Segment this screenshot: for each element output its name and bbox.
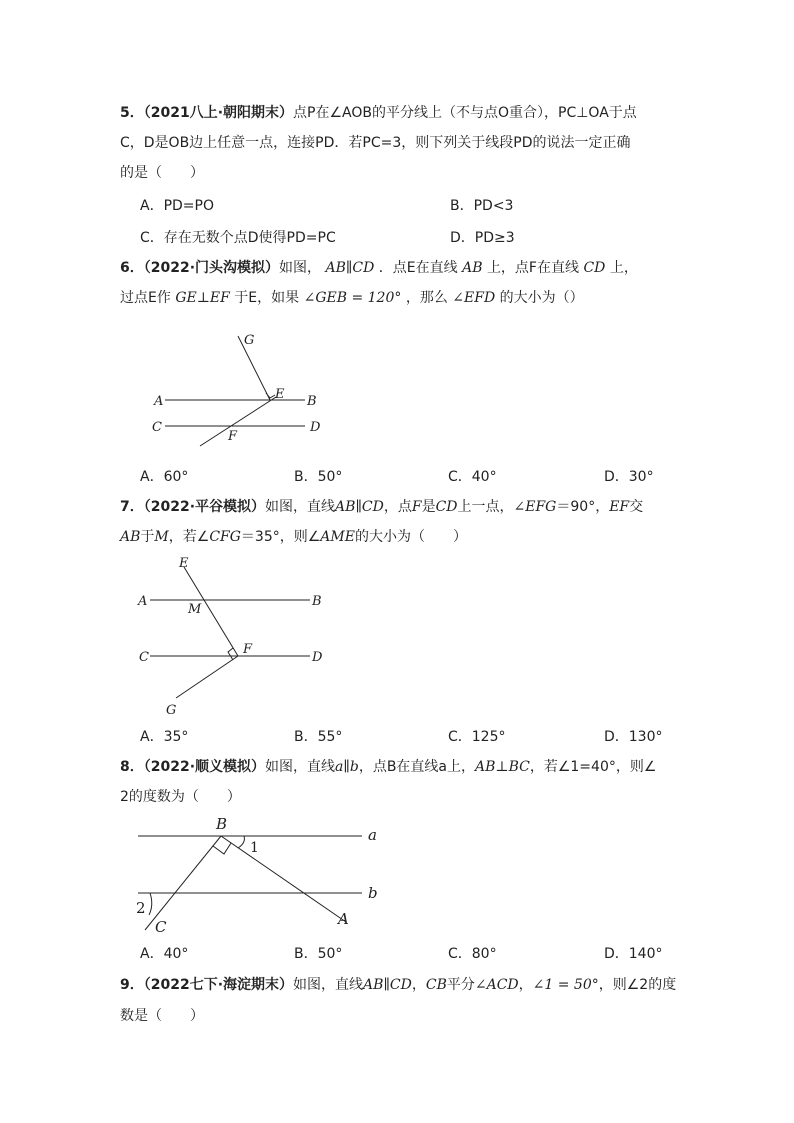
q8-label-angle-1: 1: [250, 840, 259, 856]
q7-text: 的大小为（ ）: [354, 529, 467, 545]
q6-label-c: C: [152, 420, 162, 435]
q7-label-e: E: [179, 556, 189, 571]
q8-label-b-line: b: [368, 884, 378, 902]
q7-option-b: B．55°: [294, 729, 343, 745]
q9-text: ，: [518, 977, 533, 993]
q7-label-b: B: [312, 594, 322, 609]
q5-source: （2021八上·朝阳期末）: [143, 105, 294, 121]
q7-number: 7: [120, 499, 130, 515]
q8-math: AB⊥BC: [475, 759, 530, 775]
q8-option-c: C．80°: [448, 946, 497, 962]
q5-line-1: 5．（2021八上·朝阳期末）点P在∠AOB的平分线上（不与点O重合），PC⊥OA于点: [120, 105, 637, 121]
q8-option-a: A．40°: [140, 946, 189, 962]
q6-label-f: F: [228, 429, 238, 444]
q8-math: a∥b: [335, 759, 359, 775]
q7-text: 是: [421, 499, 436, 515]
q9-math: ∠ACD: [474, 977, 519, 993]
q6-text: 如图，: [279, 260, 322, 276]
q9-text: ，则∠2的度: [598, 977, 677, 993]
q6-number: 6: [120, 260, 130, 276]
q8-option-b: B．50°: [294, 946, 343, 962]
q6-option-d: D．30°: [604, 469, 654, 485]
q9-math: CB: [425, 977, 447, 993]
q7-math: M: [154, 529, 169, 545]
q7-math: AB: [120, 529, 141, 545]
q7-math: AME: [320, 529, 355, 545]
q5-option-a: A．PD=PO: [140, 198, 214, 214]
q7-label-a: A: [138, 594, 148, 609]
q7-option-a: A．35°: [140, 729, 189, 745]
q6-label-b: B: [307, 394, 317, 409]
q6-label-d: D: [310, 420, 321, 435]
q7-source: （2022·平谷模拟）: [143, 499, 266, 515]
q7-text: ＝90°，: [556, 499, 610, 515]
q7-option-c: C．125°: [448, 729, 506, 745]
q7-label-d: D: [312, 650, 323, 665]
q8-option-d: D．140°: [604, 946, 663, 962]
q7-line-1: 7．（2022·平谷模拟）如图，直线AB∥CD，点F是CD上一点，∠EFG＝90°，EF交: [120, 499, 644, 515]
q8-angle-2-arc: [149, 893, 152, 915]
q8-line-1: 8．（2022·顺义模拟）如图，直线a∥b，点B在直线a上，AB⊥BC，若∠1=40°，则∠: [120, 759, 657, 775]
q7-text: ，若∠: [168, 529, 210, 545]
q7-label-g: G: [166, 703, 177, 718]
q9-text-2: 数是（ ）: [120, 1008, 204, 1024]
q7-math: EF: [609, 499, 630, 515]
q7-math: AB∥CD: [335, 499, 384, 515]
q7-label-f: F: [243, 642, 253, 657]
q8-label-a-point: A: [338, 910, 349, 928]
q6-option-c: C．40°: [448, 469, 497, 485]
q7-label-m: M: [188, 602, 202, 617]
q6-math: AB∥CD: [325, 260, 375, 276]
q6-text: 上，点F在直线: [486, 260, 579, 276]
q5-number: 5: [120, 105, 130, 121]
q6-math: ∠GEB = 120°: [303, 290, 402, 306]
q6-text: 的大小为（）: [499, 290, 584, 306]
q5-option-c: C．存在无数个点D使得PD=PC: [140, 230, 336, 246]
q6-text: ．点E在直线: [378, 260, 458, 276]
q8-angle-1-arc: [238, 836, 244, 848]
q5-text-2: C，D是OB边上任意一点，连接PD．若PC=3，则下列关于线段PD的说法一定正确: [120, 135, 631, 151]
q6-math: AB: [462, 260, 483, 276]
q6-label-a: A: [154, 394, 164, 409]
q6-math: ∠EFD: [452, 290, 496, 306]
q8-right-angle-mark: [213, 843, 231, 854]
q7-text: 于: [140, 529, 155, 545]
q5-text-3: 的是（ ）: [120, 165, 204, 181]
q7-math: F: [411, 499, 422, 515]
q8-label-a-line: a: [368, 826, 377, 844]
q8-label-angle-2: 2: [136, 899, 146, 917]
q8-text-2: 2的度数为（ ）: [120, 789, 241, 805]
q6-option-a: A．60°: [140, 469, 189, 485]
q5-text-1: 点P在∠AOB的平分线上（不与点O重合），PC⊥OA于点: [293, 105, 637, 121]
q8-text: 如图，直线: [265, 759, 336, 775]
q6-math: CD: [583, 260, 606, 276]
q9-number: 9: [120, 977, 130, 993]
q6-label-e: E: [275, 387, 285, 402]
q8-number: 8: [120, 759, 130, 775]
q8-label-c: C: [155, 918, 167, 936]
q9-text: 如图，直线: [293, 977, 364, 993]
q6-text: ，那么: [405, 290, 448, 306]
q7-text: ，点: [383, 499, 412, 515]
q8-label-b-point: B: [216, 815, 228, 833]
q9-math: AB∥CD: [363, 977, 412, 993]
q6-option-b: B．50°: [294, 469, 343, 485]
q9-line-1: 9．（2022七下·海淀期末）如图，直线AB∥CD，CB平分∠ACD，∠1 = 50°，则∠2的度: [120, 977, 677, 993]
q7-text: 上一点，: [457, 499, 514, 515]
q8-source: （2022·顺义模拟）: [143, 759, 266, 775]
q6-source: （2022·门头沟模拟）: [143, 260, 280, 276]
q6-line-1: 6．（2022·门头沟模拟）如图， AB∥CD ．点E在直线 AB 上，点F在直线 CD 上，: [120, 260, 638, 276]
q9-math: ∠1 = 50°: [532, 977, 599, 993]
q6-text: 过点E作: [120, 290, 171, 306]
q6-text: 上，: [609, 260, 638, 276]
q5-option-d: D．PD≥3: [450, 230, 515, 246]
q9-text: ，: [411, 977, 426, 993]
q8-line-bc: [145, 836, 221, 930]
q5-option-b: B．PD<3: [450, 198, 514, 214]
q6-label-g: G: [244, 333, 255, 348]
q6-math: GE⊥EF: [175, 290, 230, 306]
q7-label-c: C: [139, 650, 149, 665]
q7-option-d: D．130°: [604, 729, 663, 745]
q9-text: 平分: [446, 977, 475, 993]
q7-text: ＝35°，则∠: [240, 529, 321, 545]
q9-source: （2022七下·海淀期末）: [143, 977, 294, 993]
q6-text: 于E，如果: [234, 290, 300, 306]
q8-text: ，点B在直线a上，: [358, 759, 476, 775]
q7-text: 如图，直线: [265, 499, 336, 515]
q7-math: CD: [435, 499, 458, 515]
q7-math: ∠EFG: [513, 499, 557, 515]
q7-math: CFG: [209, 529, 241, 545]
q8-line-ba: [221, 836, 346, 922]
q7-text: 交: [629, 499, 644, 515]
q8-text: ，若∠1=40°，则∠: [529, 759, 657, 775]
